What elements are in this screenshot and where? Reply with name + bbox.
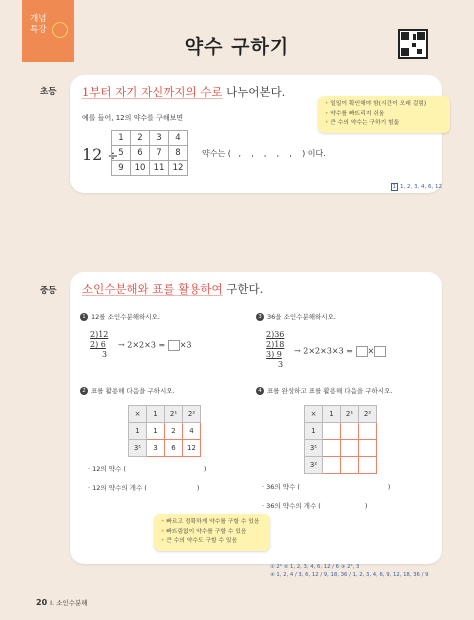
q3-number: 3 bbox=[256, 313, 264, 321]
q4-divisors-line[interactable]: · 36의 약수 ( ) bbox=[262, 483, 391, 491]
blank-cell[interactable] bbox=[323, 457, 341, 474]
question-3 bbox=[256, 312, 336, 321]
table-cell: 2¹ bbox=[165, 406, 183, 423]
section1-headline-red: 1부터 자기 자신까지의 수로 bbox=[82, 85, 223, 99]
q1-expression: → 2×2×3 = ×3 bbox=[118, 340, 192, 350]
grid-cell: 9 bbox=[112, 161, 131, 176]
question-4 bbox=[256, 386, 392, 395]
q2-number: 2 bbox=[80, 387, 88, 395]
section1-headline-rest: 나누어본다. bbox=[222, 85, 286, 99]
grid-cell: 7 bbox=[150, 146, 169, 161]
answer-key-1: 1 1, 2, 3, 4, 6, 12 bbox=[392, 184, 442, 190]
divide-symbol: ÷ bbox=[107, 149, 119, 164]
sticky-item: • 약수를 빠뜨리지 쉬움 bbox=[325, 110, 385, 117]
sticky-note-drawbacks bbox=[318, 96, 450, 133]
section2-headline bbox=[82, 281, 263, 297]
grid-cell: 6 bbox=[131, 146, 150, 161]
q4-table bbox=[304, 405, 377, 474]
q3-answer-box-2[interactable] bbox=[374, 346, 386, 357]
table-cell: 2 bbox=[165, 423, 183, 440]
table-cell: 2² bbox=[359, 406, 377, 423]
section2-headline-red: 소인수분해와 표를 활용하여 bbox=[82, 282, 223, 296]
section1-headline bbox=[82, 84, 285, 100]
divisors-answer-line bbox=[202, 148, 326, 159]
table-cell: 6 bbox=[165, 440, 183, 457]
dividend-number: 12 bbox=[82, 145, 103, 164]
q1-ladder: 2)12 2) 6 3 bbox=[90, 330, 109, 359]
page-number: 20 bbox=[36, 598, 48, 607]
blank-cell[interactable] bbox=[341, 457, 359, 474]
tab-label-2: 특강 bbox=[30, 25, 47, 35]
q2-text: 표를 활용해 다음을 구하시오. bbox=[91, 387, 175, 395]
table-cell: 4 bbox=[183, 423, 201, 440]
sticky-item: • 빠뜨림없이 약수를 구할 수 있음 bbox=[161, 528, 247, 535]
blank-cell[interactable] bbox=[359, 440, 377, 457]
table-cell: 3 bbox=[147, 440, 165, 457]
grid-cell: 2 bbox=[131, 131, 150, 146]
table-cell: 12 bbox=[183, 440, 201, 457]
divisors-blanks[interactable]: , , , , , bbox=[233, 149, 300, 158]
table-cell: 1 bbox=[147, 406, 165, 423]
grid-cell: 12 bbox=[169, 161, 188, 176]
divisors-end: ) 이다. bbox=[302, 149, 326, 158]
qr-code-icon[interactable] bbox=[398, 29, 428, 59]
sticky-item: • 일일이 확인해야 함(시간이 오래 걸림) bbox=[325, 101, 427, 107]
table-cell: × bbox=[129, 406, 147, 423]
q4-number: 4 bbox=[256, 387, 264, 395]
sticky-item: • 빠르고 정확하게 약수를 구할 수 있음 bbox=[161, 519, 260, 525]
page-title: 약수 구하기 bbox=[184, 36, 290, 58]
q2-table bbox=[128, 405, 201, 457]
q2-divisors-line[interactable]: · 12의 약수 ( ) bbox=[88, 465, 207, 473]
table-cell: 1 bbox=[129, 423, 147, 440]
table-cell: 1 bbox=[323, 406, 341, 423]
elementary-card bbox=[70, 75, 442, 193]
grid-cell: 10 bbox=[131, 161, 150, 176]
blank-cell[interactable] bbox=[359, 423, 377, 440]
grid-cell: 4 bbox=[169, 131, 188, 146]
table-cell: × bbox=[305, 406, 323, 423]
table-cell: 1 bbox=[147, 423, 165, 440]
blank-cell[interactable] bbox=[323, 440, 341, 457]
q3-ladder: 2)36 2)18 3) 9 3 bbox=[266, 330, 285, 369]
sticky-item: • 큰 수의 약수는 구하기 힘듦 bbox=[325, 120, 400, 126]
question-1 bbox=[80, 312, 160, 321]
q4-count-line[interactable]: · 36의 약수의 개수 ( ) bbox=[262, 502, 368, 510]
grid-cell: 11 bbox=[150, 161, 169, 176]
table-cell: 3¹ bbox=[129, 440, 147, 457]
chapter-label: Ⅰ. 소인수분해 bbox=[50, 599, 88, 607]
question-2 bbox=[80, 386, 175, 395]
number-grid bbox=[111, 130, 188, 176]
table-cell: 3² bbox=[305, 457, 323, 474]
q1-number: 1 bbox=[80, 313, 88, 321]
grid-cell: 8 bbox=[169, 146, 188, 161]
q4-text: 표를 완성하고 표를 활용해 다음을 구하시오. bbox=[267, 387, 393, 395]
blank-cell[interactable] bbox=[341, 440, 359, 457]
tab-label-1: 개념 bbox=[30, 14, 47, 24]
q1-text: 12를 소인수분해하시오. bbox=[91, 313, 160, 321]
level-elementary: 초등 bbox=[40, 87, 57, 97]
q1-answer-box[interactable] bbox=[168, 340, 180, 351]
example-text: 예를 들어, 12의 약수를 구해보면 bbox=[82, 114, 184, 122]
answer-key-2: ① 2² ② 1, 2, 3, 4, 6, 12 / 6 ③ 2², 3 ④ 1, 2, 4 / 3, 6, 12 / 9, 18, 36 / 1, 2, 3, 4, 6, 9, 12, 18, 36 / 9 bbox=[270, 564, 429, 578]
blank-cell[interactable] bbox=[359, 457, 377, 474]
blank-cell[interactable] bbox=[323, 423, 341, 440]
grid-cell: 5 bbox=[112, 146, 131, 161]
divisors-label: 약수는 ( bbox=[202, 149, 231, 158]
blank-cell[interactable] bbox=[341, 423, 359, 440]
q2-count-line[interactable]: · 12의 약수의 개수 ( ) bbox=[88, 484, 200, 492]
table-cell: 2¹ bbox=[341, 406, 359, 423]
sticky-note-benefits bbox=[154, 514, 270, 551]
section2-headline-rest: 구한다. bbox=[222, 282, 264, 296]
q3-answer-box-1[interactable] bbox=[356, 346, 368, 357]
grid-cell: 1 bbox=[112, 131, 131, 146]
q3-expression: → 2×2×3×3 = × bbox=[294, 346, 386, 357]
table-cell: 2² bbox=[183, 406, 201, 423]
table-cell: 1 bbox=[305, 423, 323, 440]
page-footer bbox=[36, 598, 88, 607]
q3-text: 36을 소인수분해하시오. bbox=[267, 313, 336, 321]
grid-cell: 3 bbox=[150, 131, 169, 146]
sticky-item: • 큰 수의 약수도 구할 수 있음 bbox=[161, 538, 238, 544]
table-cell: 3¹ bbox=[305, 440, 323, 457]
level-middle: 중등 bbox=[40, 286, 57, 296]
